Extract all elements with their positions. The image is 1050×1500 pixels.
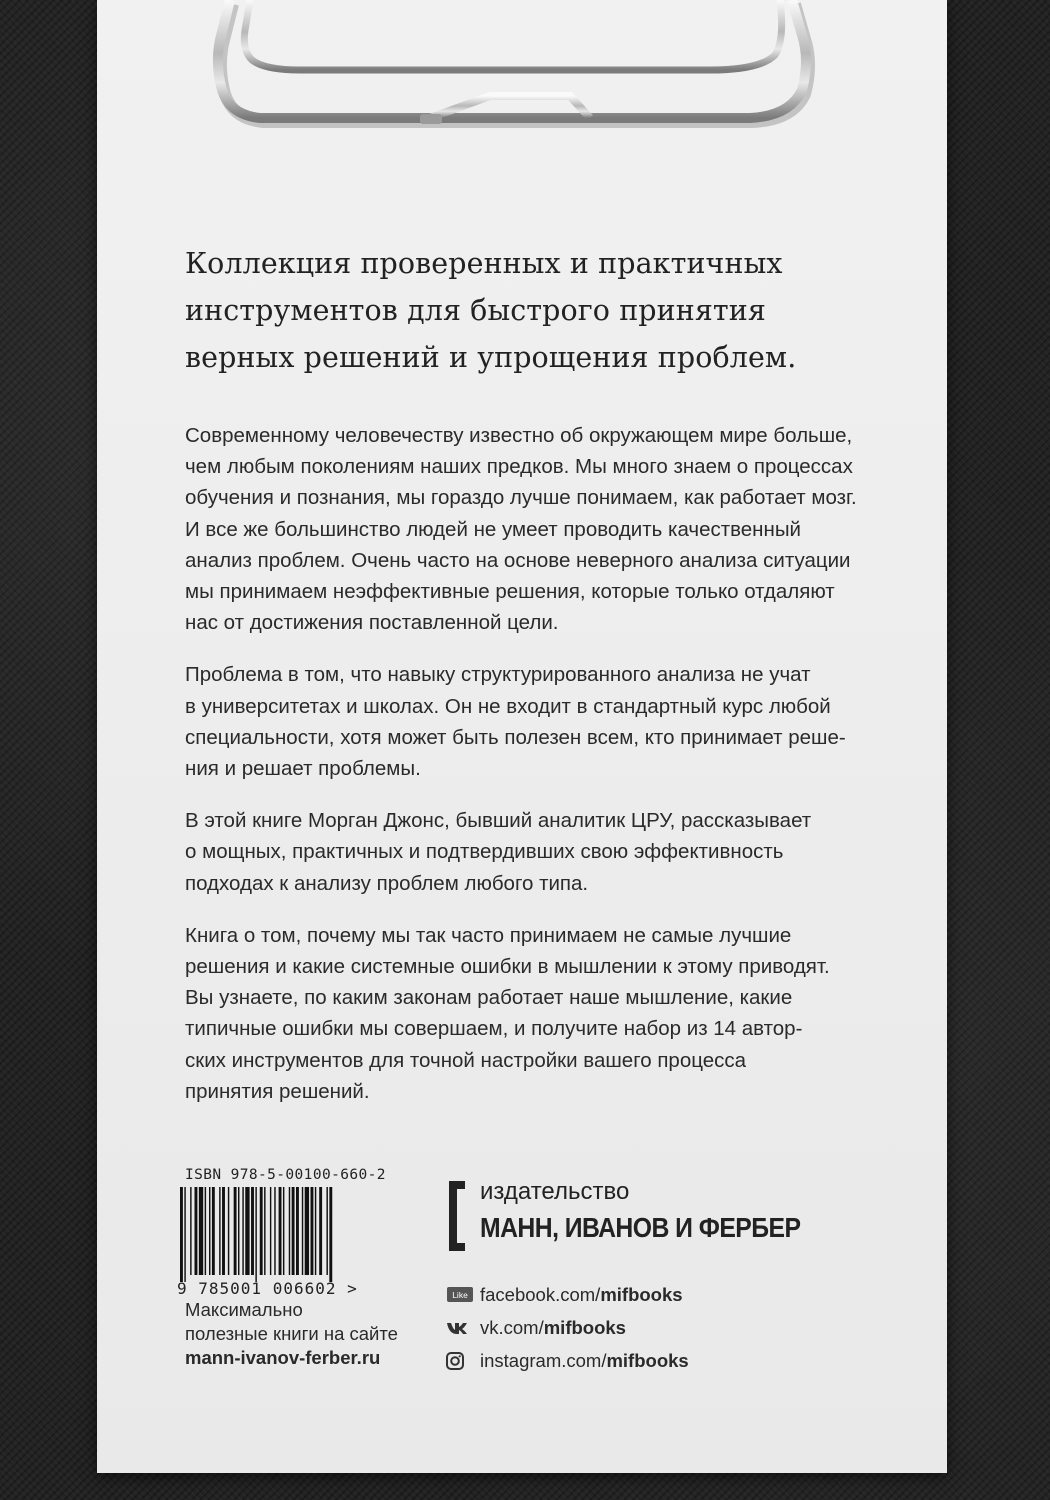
text-line: В этой книге Морган Джонс, бывший аналитик ЦРУ, рассказывает [185, 809, 812, 833]
link-handle: mifbooks [543, 1316, 626, 1338]
link-domain: facebook.com/ [480, 1283, 601, 1305]
link-handle: mifbooks [606, 1349, 689, 1371]
barcode-bar [296, 1187, 299, 1275]
barcode-bar [315, 1187, 316, 1275]
barcode-bar [245, 1187, 249, 1275]
vk-link[interactable] [446, 1311, 689, 1344]
paragraph-1 [185, 420, 857, 638]
text-line: Проблема в том, что навыку структурированного анализа не учат [185, 663, 811, 687]
barcode-bar [251, 1187, 254, 1275]
barcode-bar [292, 1187, 295, 1275]
barcode-bar [270, 1187, 271, 1275]
headline-line: верных решений и упрощения проблем. [185, 341, 797, 374]
barcode-bar [264, 1187, 265, 1275]
publisher-name: МАНН, ИВАНОВ И ФЕРБЕР [480, 1212, 801, 1243]
barcode-bar [228, 1187, 229, 1275]
barcode-bar [190, 1187, 191, 1275]
paragraph-4 [185, 920, 845, 1107]
barcode-bar [255, 1187, 256, 1282]
link-domain: vk.com/ [480, 1316, 544, 1338]
barcode-bar [279, 1187, 282, 1275]
barcode-bar [242, 1187, 243, 1275]
publisher-bracket-logo [449, 1181, 465, 1251]
text-line: о мощных, практичных и подтвердивших свою эффективность [185, 840, 784, 864]
barcode-bar [283, 1187, 284, 1275]
social-links [446, 1278, 689, 1377]
text-line: нас от достижения поставленной цели. [185, 611, 559, 635]
paragraph-3 [185, 805, 845, 899]
text-line: типичные ошибки мы совершаем, и получите набор из 14 автор- [185, 1017, 803, 1041]
headline [185, 240, 845, 381]
site-link[interactable]: mann-ivanov-ferber.ru [185, 1347, 381, 1368]
barcode-bar [184, 1187, 185, 1282]
barcode-bar [222, 1187, 225, 1275]
text-line: ния и решает проблемы. [185, 757, 421, 781]
text-line: в университетах и школах. Он не входит в стандартный курс любой [185, 694, 831, 718]
link-handle: mifbooks [600, 1283, 683, 1305]
text-line: Вы узнаете, по каким законам работает наше мышление, какие [185, 986, 793, 1010]
barcode-bar [302, 1187, 303, 1275]
barcode-bar [205, 1187, 206, 1275]
paragraph-2 [185, 659, 845, 784]
text-line: анализ проблем. Очень часто на основе неверного анализа ситуации [185, 548, 851, 572]
publisher-label: издательство [480, 1178, 630, 1205]
promo-line: Максимально [185, 1299, 303, 1320]
facebook-link[interactable] [446, 1278, 689, 1311]
barcode-bar [305, 1187, 309, 1275]
vk-icon [446, 1318, 473, 1338]
description-body [185, 420, 857, 1128]
text-line: И все же большинство людей не умеет проводить качественный [185, 517, 802, 541]
barcode-bar [234, 1187, 237, 1275]
facebook-like-icon: Like [446, 1285, 473, 1305]
promo-text [185, 1298, 398, 1370]
barcode-bar [311, 1187, 314, 1275]
barcode [178, 1187, 383, 1282]
text-line: мы принимаем неэффективные решения, которые только отдаляют [185, 580, 835, 604]
promo-line: полезные книги на сайте [185, 1323, 398, 1344]
isbn-label: ISBN 978-5-00100-660-2 [185, 1167, 386, 1183]
barcode-bar [209, 1187, 210, 1275]
text-line: ских инструментов для точной настройки вашего процесса [185, 1048, 747, 1072]
barcode-bar [319, 1187, 322, 1275]
instagram-icon [446, 1351, 473, 1371]
text-line: решения и какие системные ошибки в мышлении к этому приводят. [185, 955, 830, 979]
instagram-link[interactable] [446, 1344, 689, 1377]
barcode-bar [219, 1187, 220, 1275]
barcode-bar [260, 1187, 263, 1275]
barcode-bar [212, 1187, 215, 1275]
barcode-bar [329, 1187, 332, 1282]
headline-line: Коллекция проверенных и практичных [185, 247, 783, 280]
text-line: Современному человечеству известно об окружающем мире больше, [185, 424, 853, 447]
link-domain: instagram.com/ [480, 1349, 607, 1371]
barcode-bar [199, 1187, 203, 1275]
text-line: чем любым поколениям наших предков. Мы много знаем о процессах [185, 455, 853, 479]
barcode-bar [326, 1187, 327, 1275]
barcode-bar [238, 1187, 239, 1275]
ean-digits: 9 785001 006602 > [177, 1279, 358, 1298]
text-line: подходах к анализу проблем любого типа. [185, 871, 589, 895]
barcode-bar [274, 1187, 275, 1275]
text-line: специальности, хотя может быть полезен всем, кто принимает реше- [185, 725, 846, 749]
barcode-bar [195, 1187, 198, 1275]
barcode-bar [289, 1187, 290, 1275]
text-line: обучения и познания, мы гораздо лучше понимаем, как работает мозг. [185, 486, 857, 510]
text-line: принятия решений. [185, 1079, 370, 1103]
clipboard-clip [190, 0, 840, 150]
headline-line: инструментов для быстрого принятия [185, 294, 766, 327]
text-line: Книга о том, почему мы так часто принимаем не самые лучшие [185, 923, 792, 947]
barcode-bar [180, 1187, 183, 1282]
